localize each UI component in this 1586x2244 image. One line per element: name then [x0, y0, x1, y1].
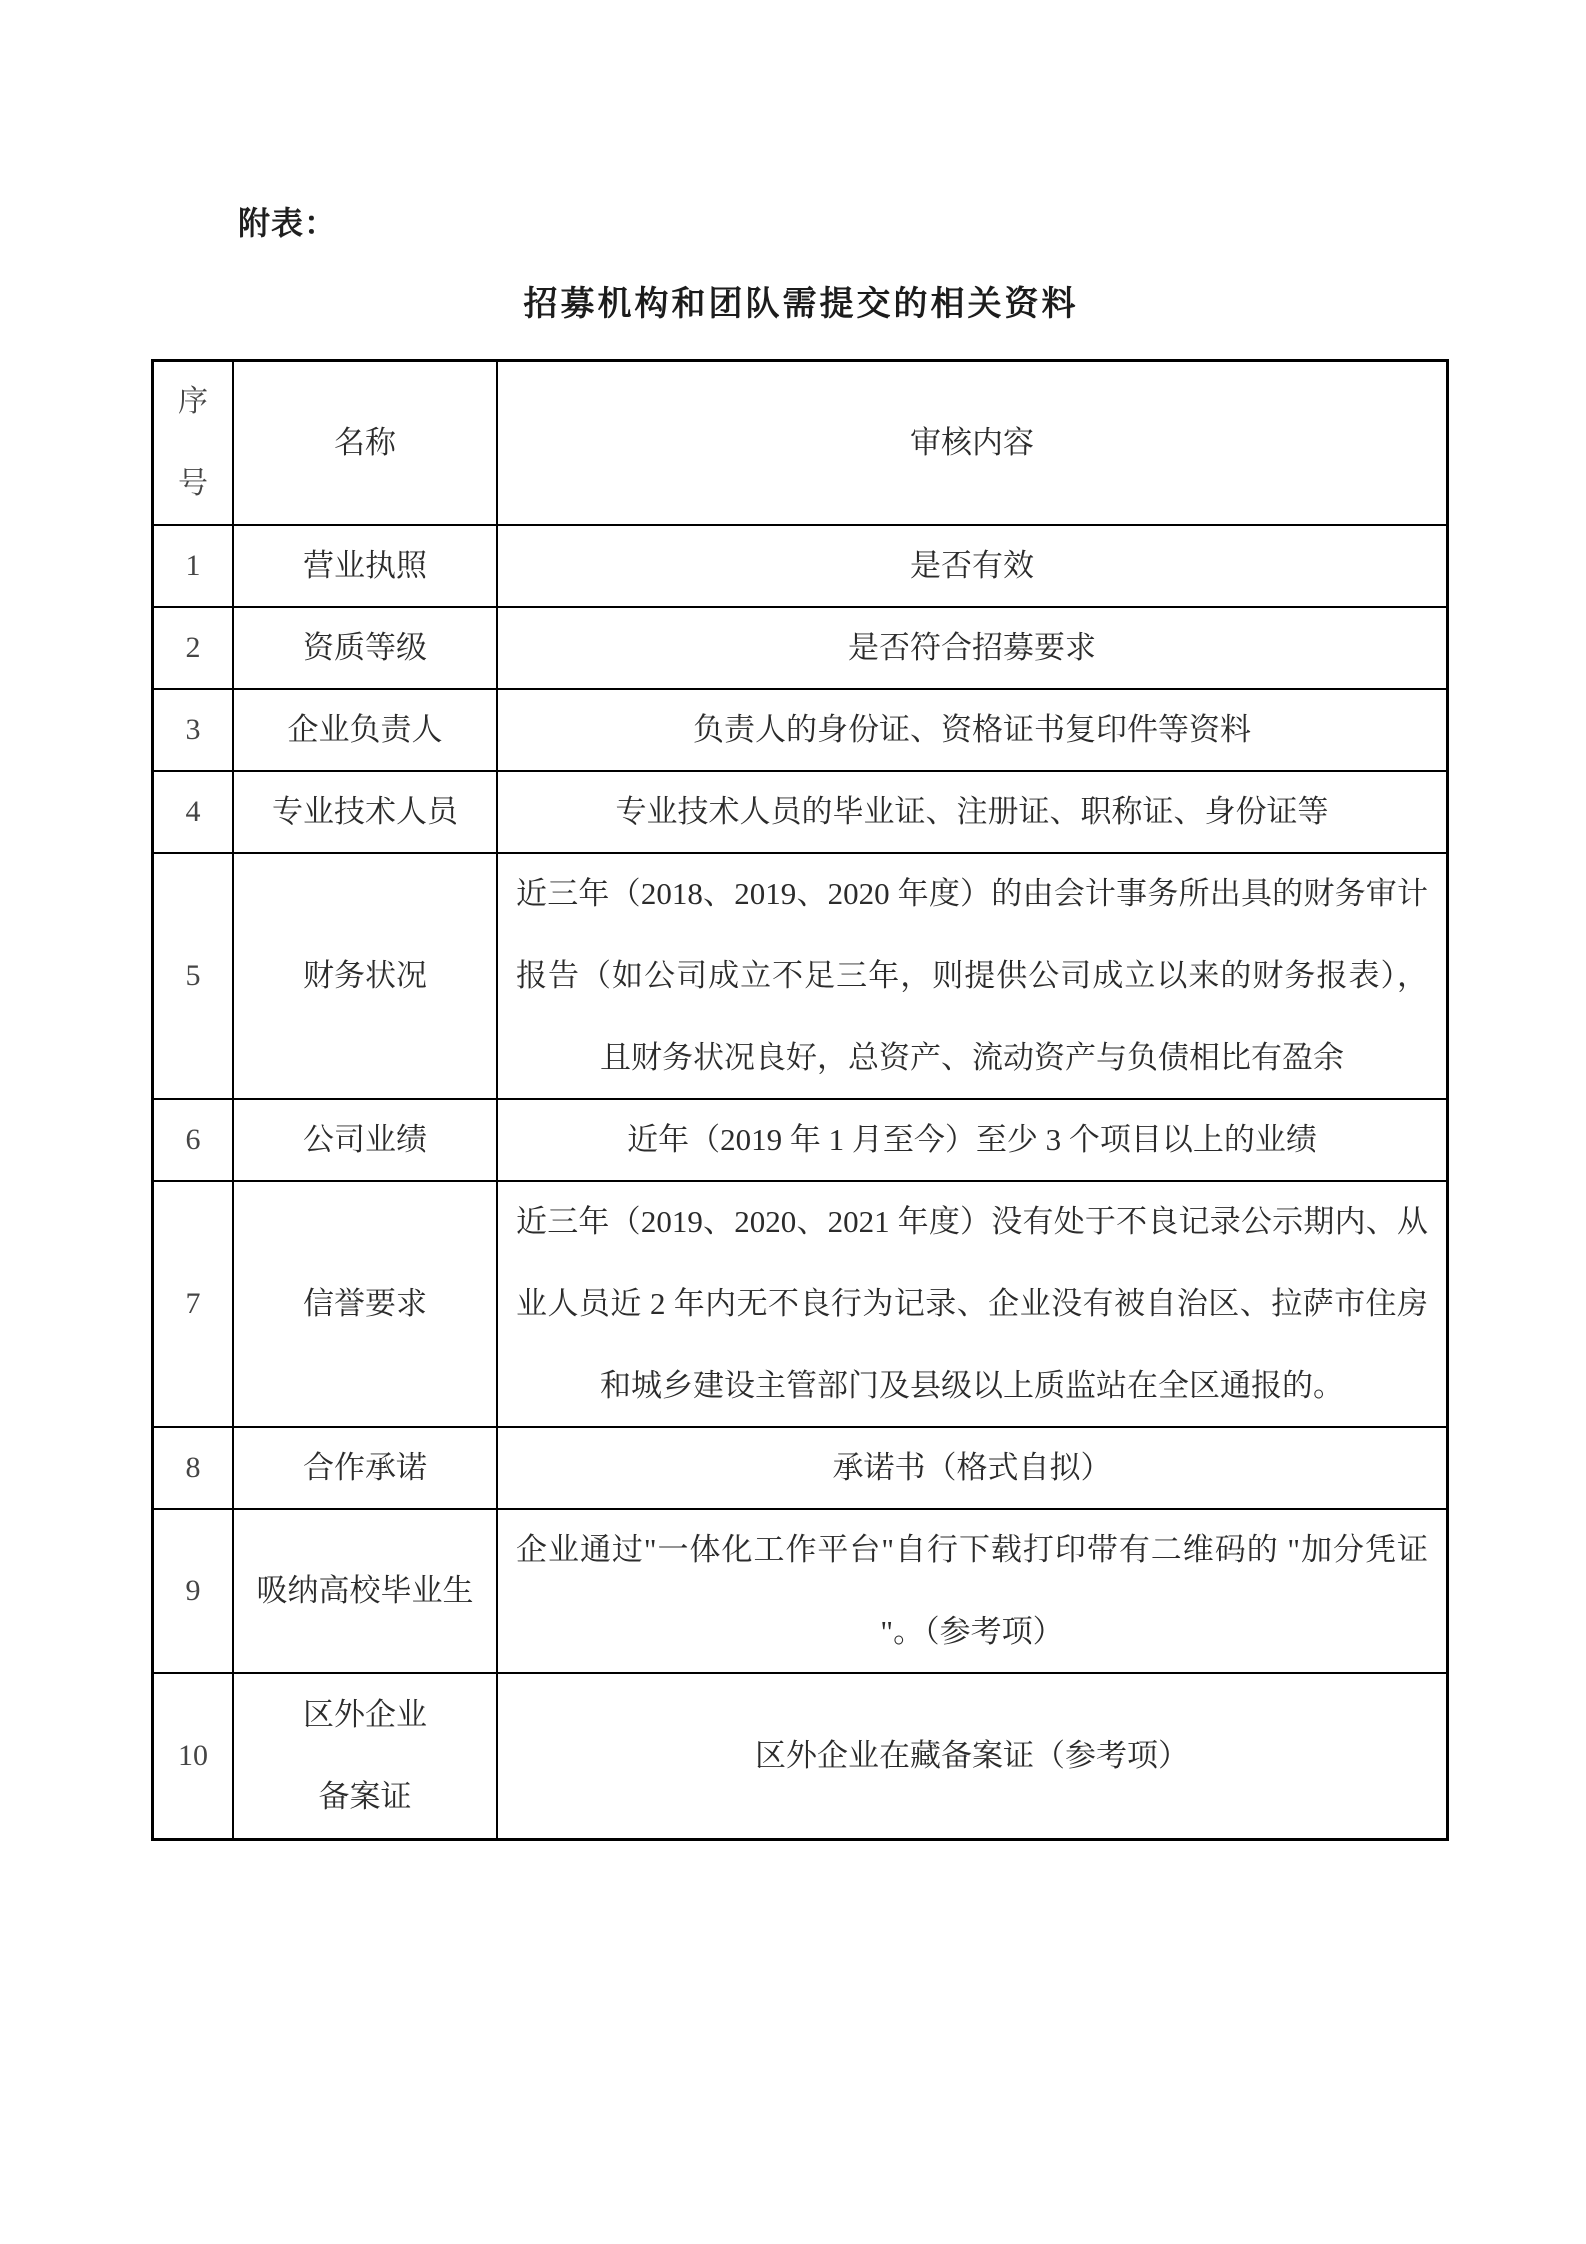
row-name-cell	[234, 1674, 498, 1838]
text-line: 负责人的身份证、资格证书复印件等资料	[693, 712, 1251, 747]
text-line: 企业通过"一体化工作平台"自行下载打印带有二维码的 "加分凭证	[516, 1532, 1428, 1567]
text-line: 3	[185, 713, 201, 746]
row-name-cell	[234, 526, 498, 608]
text-line: 吸纳高校毕业生	[256, 1573, 474, 1608]
text-line: 5	[185, 959, 201, 992]
text-line: 专业技术人员的毕业证、注册证、职称证、身份证等	[615, 794, 1329, 829]
row-serial-cell	[154, 608, 234, 690]
text-line: 和城乡建设主管部门及县级以上质监站在全区通报的。	[600, 1368, 1344, 1403]
row-name-cell	[234, 1100, 498, 1182]
text-line: 号	[178, 467, 208, 500]
row-content-cell	[498, 1674, 1446, 1838]
row-serial-cell	[154, 772, 234, 854]
text-line: 1	[185, 549, 201, 582]
text-line: 近三年（2018、2019、2020 年度）的由会计事务所出具的财务审计	[516, 876, 1428, 911]
text-line: 10	[178, 1739, 208, 1772]
row-serial-cell	[154, 1674, 234, 1838]
row-serial-cell	[154, 1182, 234, 1428]
text-line: 业人员近 2 年内无不良行为记录、企业没有被自治区、拉萨市住房	[516, 1286, 1428, 1321]
header-content-cell	[498, 362, 1446, 526]
row-serial-cell	[154, 526, 234, 608]
text-line: 审核内容	[910, 425, 1034, 460]
row-serial-cell	[154, 1510, 234, 1674]
text-line: 6	[185, 1123, 201, 1156]
header-serial-cell	[154, 362, 234, 526]
text-line: 区外企业在藏备案证（参考项）	[755, 1738, 1189, 1773]
row-content-cell	[498, 526, 1446, 608]
text-line: 近年（2019 年 1 月至今）至少 3 个项目以上的业绩	[627, 1122, 1317, 1157]
appendix-label: 附表：	[238, 205, 338, 241]
row-name-cell	[234, 608, 498, 690]
row-name-cell	[234, 1510, 498, 1674]
text-line: 承诺书（格式自拟）	[832, 1450, 1112, 1485]
text-line: 9	[185, 1574, 201, 1607]
text-line: 信誉要求	[303, 1286, 427, 1321]
text-line: 是否有效	[910, 548, 1034, 583]
text-line: 4	[185, 795, 201, 828]
row-content-cell	[498, 854, 1446, 1100]
text-line: 近三年（2019、2020、2021 年度）没有处于不良记录公示期内、从	[516, 1204, 1428, 1239]
row-content-cell	[498, 1100, 1446, 1182]
header-name-cell	[234, 362, 498, 526]
text-line: 报告（如公司成立不足三年，则提供公司成立以来的财务报表），	[516, 958, 1428, 993]
row-content-cell	[498, 608, 1446, 690]
text-line: 公司业绩	[303, 1122, 427, 1157]
text-line: 营业执照	[303, 548, 427, 583]
text-line: 8	[185, 1451, 201, 1484]
row-name-cell	[234, 690, 498, 772]
row-name-cell	[234, 1428, 498, 1510]
row-content-cell	[498, 772, 1446, 854]
row-content-cell	[498, 1428, 1446, 1510]
row-name-cell	[234, 772, 498, 854]
row-content-cell	[498, 1182, 1446, 1428]
materials-table	[151, 359, 1449, 1841]
row-serial-cell	[154, 690, 234, 772]
row-name-cell	[234, 854, 498, 1100]
text-line: 合作承诺	[303, 1450, 427, 1485]
row-content-cell	[498, 690, 1446, 772]
text-line: 区外企业	[303, 1697, 427, 1732]
text-line: 名称	[334, 425, 396, 460]
text-line: 备案证	[318, 1779, 412, 1814]
text-line: 2	[185, 631, 201, 664]
page-title: 招募机构和团队需提交的相关资料	[523, 286, 1079, 323]
text-line: 资质等级	[303, 630, 427, 665]
row-serial-cell	[154, 1100, 234, 1182]
text-line: 专业技术人员	[272, 794, 458, 829]
row-serial-cell	[154, 1428, 234, 1510]
text-line: 企业负责人	[287, 712, 443, 747]
text-line: 且财务状况良好，总资产、流动资产与负债相比有盈余	[600, 1040, 1344, 1075]
row-serial-cell	[154, 854, 234, 1100]
text-line: 序	[178, 385, 208, 418]
row-content-cell	[498, 1510, 1446, 1674]
row-name-cell	[234, 1182, 498, 1428]
text-line: 财务状况	[303, 958, 427, 993]
text-line: "。（参考项）	[880, 1614, 1064, 1649]
text-line: 是否符合招募要求	[848, 630, 1096, 665]
text-line: 7	[185, 1287, 201, 1320]
